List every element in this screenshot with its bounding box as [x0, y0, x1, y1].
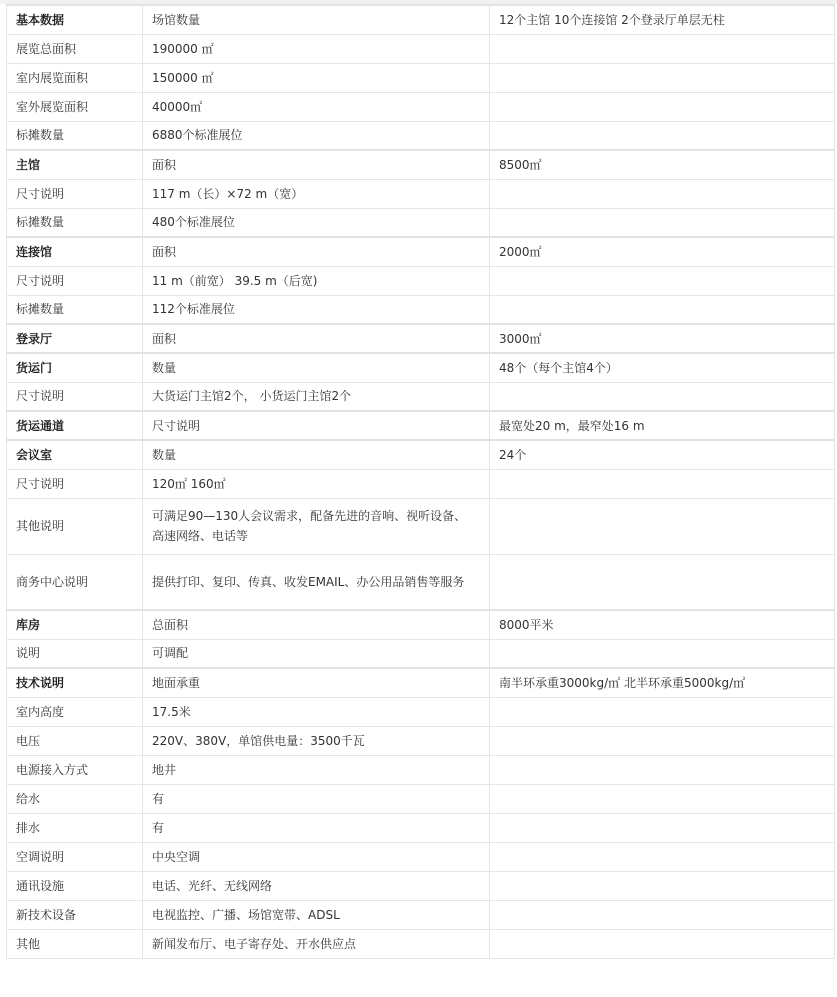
row-label: 尺寸说明 — [7, 382, 143, 411]
table-row — [7, 871, 835, 900]
row-label: 标摊数量 — [7, 208, 143, 237]
row-label: 尺寸说明 — [7, 469, 143, 498]
row-field: 数量 — [143, 440, 490, 469]
row-field: 可调配 — [143, 639, 490, 668]
row-label: 货运门 — [7, 353, 143, 382]
row-field: 尺寸说明 — [143, 411, 490, 440]
table-row — [7, 842, 835, 871]
row-label: 排水 — [7, 813, 143, 842]
row-value — [490, 900, 835, 929]
table-row-connecting-hall — [7, 237, 835, 266]
table-row-basic-data — [7, 5, 835, 34]
row-field: 可满足90—130人会议需求，配备先进的音响、视听设备、高速网络、电话等 — [143, 498, 490, 554]
row-field: 112个标准展位 — [143, 295, 490, 324]
row-field: 150000 ㎡ — [143, 63, 490, 92]
row-value — [490, 266, 835, 295]
row-value: 8000平米 — [490, 610, 835, 639]
row-value — [490, 92, 835, 121]
row-value: 48个（每个主馆4个） — [490, 353, 835, 382]
row-field: 地面承重 — [143, 668, 490, 697]
row-field: 40000㎡ — [143, 92, 490, 121]
row-field: 120㎡ 160㎡ — [143, 469, 490, 498]
row-value — [490, 842, 835, 871]
row-label: 登录厅 — [7, 324, 143, 353]
row-label: 标摊数量 — [7, 121, 143, 150]
table-row — [7, 469, 835, 498]
table-row-cargo-door — [7, 353, 835, 382]
row-field: 电视监控、广播、场馆宽带、ADSL — [143, 900, 490, 929]
row-label: 室外展览面积 — [7, 92, 143, 121]
row-field: 11 m（前宽） 39.5 m（后宽) — [143, 266, 490, 295]
table-row-cargo-passage — [7, 411, 835, 440]
row-value — [490, 554, 835, 610]
row-value — [490, 639, 835, 668]
row-value: 24个 — [490, 440, 835, 469]
table-row — [7, 498, 835, 554]
table-row — [7, 554, 835, 610]
row-label: 商务中心说明 — [7, 554, 143, 610]
table-row — [7, 382, 835, 411]
table-row — [7, 639, 835, 668]
row-field: 有 — [143, 813, 490, 842]
row-field: 220V、380V，单馆供电量：3500千瓦 — [143, 726, 490, 755]
row-label: 新技术设备 — [7, 900, 143, 929]
table-row — [7, 121, 835, 150]
row-label: 展览总面积 — [7, 34, 143, 63]
row-value — [490, 697, 835, 726]
row-label: 尺寸说明 — [7, 179, 143, 208]
row-field: 数量 — [143, 353, 490, 382]
table-row — [7, 34, 835, 63]
table-row — [7, 726, 835, 755]
row-label: 其他说明 — [7, 498, 143, 554]
row-field: 大货运门主馆2个， 小货运门主馆2个 — [143, 382, 490, 411]
table-row — [7, 63, 835, 92]
row-field: 面积 — [143, 150, 490, 179]
row-label: 室内高度 — [7, 697, 143, 726]
row-label: 说明 — [7, 639, 143, 668]
row-field: 总面积 — [143, 610, 490, 639]
row-label: 空调说明 — [7, 842, 143, 871]
row-value — [490, 929, 835, 958]
row-value: 南半环承重3000kg/㎡ 北半环承重5000kg/㎡ — [490, 668, 835, 697]
row-value — [490, 295, 835, 324]
row-field: 新闻发布厅、电子寄存处、开水供应点 — [143, 929, 490, 958]
table-row — [7, 755, 835, 784]
table-row-warehouse — [7, 610, 835, 639]
row-field: 面积 — [143, 324, 490, 353]
table-row-meeting-room — [7, 440, 835, 469]
table-row — [7, 92, 835, 121]
row-value — [490, 871, 835, 900]
table-row — [7, 929, 835, 958]
row-label: 主馆 — [7, 150, 143, 179]
row-value: 2000㎡ — [490, 237, 835, 266]
row-label: 基本数据 — [7, 5, 143, 34]
row-value — [490, 34, 835, 63]
row-label: 通讯设施 — [7, 871, 143, 900]
row-label: 库房 — [7, 610, 143, 639]
row-value — [490, 813, 835, 842]
row-value: 12个主馆 10个连接馆 2个登录厅单层无柱 — [490, 5, 835, 34]
row-value: 8500㎡ — [490, 150, 835, 179]
row-label: 标摊数量 — [7, 295, 143, 324]
row-field: 480个标准展位 — [143, 208, 490, 237]
table-row — [7, 295, 835, 324]
table-row-registration-hall — [7, 324, 835, 353]
row-value — [490, 208, 835, 237]
row-value — [490, 469, 835, 498]
row-label: 技术说明 — [7, 668, 143, 697]
row-field: 17.5米 — [143, 697, 490, 726]
table-row-technical — [7, 668, 835, 697]
row-field: 地井 — [143, 755, 490, 784]
row-field: 117 m（长）×72 m（宽） — [143, 179, 490, 208]
row-field: 面积 — [143, 237, 490, 266]
row-label: 尺寸说明 — [7, 266, 143, 295]
row-label: 电源接入方式 — [7, 755, 143, 784]
row-label: 其他 — [7, 929, 143, 958]
row-field: 6880个标准展位 — [143, 121, 490, 150]
row-value — [490, 755, 835, 784]
table-row — [7, 900, 835, 929]
row-label: 连接馆 — [7, 237, 143, 266]
table-row — [7, 208, 835, 237]
row-value — [490, 63, 835, 92]
row-label: 会议室 — [7, 440, 143, 469]
row-value — [490, 121, 835, 150]
row-value: 最宽处20 m，最窄处16 m — [490, 411, 835, 440]
row-field: 场馆数量 — [143, 5, 490, 34]
table-row — [7, 813, 835, 842]
row-field: 提供打印、复印、传真、收发EMAIL、办公用品销售等服务 — [143, 554, 490, 610]
table-row — [7, 784, 835, 813]
row-value — [490, 382, 835, 411]
row-value — [490, 784, 835, 813]
row-label: 货运通道 — [7, 411, 143, 440]
row-value — [490, 179, 835, 208]
row-label: 室内展览面积 — [7, 63, 143, 92]
row-field: 电话、光纤、无线网络 — [143, 871, 490, 900]
row-label: 电压 — [7, 726, 143, 755]
row-field: 190000 ㎡ — [143, 34, 490, 63]
row-value — [490, 498, 835, 554]
row-value: 3000㎡ — [490, 324, 835, 353]
table-row — [7, 179, 835, 208]
table-row — [7, 266, 835, 295]
row-label: 给水 — [7, 784, 143, 813]
row-field: 有 — [143, 784, 490, 813]
table-row — [7, 697, 835, 726]
venue-spec-table — [6, 4, 835, 959]
table-row-main-hall — [7, 150, 835, 179]
row-field: 中央空调 — [143, 842, 490, 871]
row-value — [490, 726, 835, 755]
